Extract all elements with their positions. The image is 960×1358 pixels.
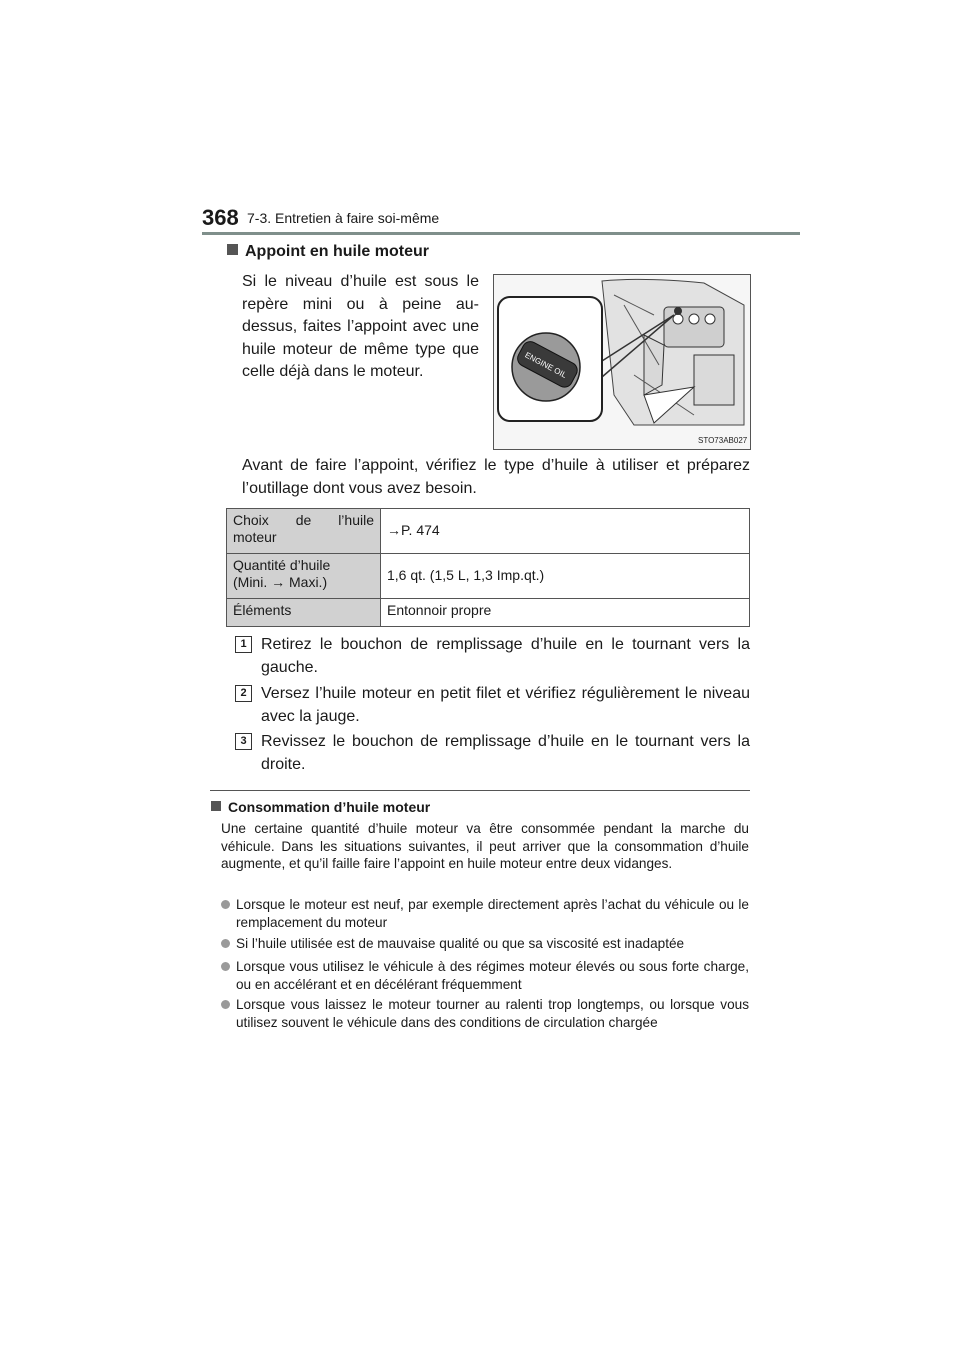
table-key-line1: Éléments [233, 602, 292, 618]
table-row [227, 509, 750, 554]
bullet-dot-icon [221, 962, 230, 971]
figure-code: STO73AB027 [698, 436, 748, 445]
section-divider [210, 790, 750, 791]
table-value: 1,6 qt. (1,5 L, 1,3 Imp.qt.) [381, 554, 750, 599]
table-key [227, 554, 381, 599]
list-item-text: Si l’huile utilisée est de mauvaise qualité ou que sa viscosité est inadaptée [236, 936, 685, 951]
consumption-body: Une certaine quantité d’huile moteur va être consommée pendant la marche du véhicule. Dans les situations suivantes, il peut arriver que la consommation d’huile augmente, et qu’il faille faire l’appoint en huile moteur entre deux vidanges. [221, 821, 749, 871]
header-rule [202, 232, 800, 235]
before-paragraph: Avant de faire l’appoint, vérifiez le type d’huile à utiliser et préparez l’outillage dont vous avez besoin. [242, 457, 750, 497]
list-item-text: Lorsque vous utilisez le véhicule à des régimes moteur élevés ou sous forte charge, ou en accélérant et en décélérant fréquemment [236, 959, 749, 992]
table-key-line2: moteur [233, 529, 277, 545]
step-text-1: Retirez le bouchon de remplissage d’huile en le tournant vers la gauche. [261, 636, 750, 676]
table-value: Entonnoir propre [381, 599, 750, 627]
list-item [221, 958, 749, 993]
square-bullet-icon [227, 244, 238, 255]
step-1 [235, 634, 750, 679]
list-item-text: Lorsque vous laissez le moteur tourner au ralenti trop longtemps, ou lorsque vous utilisez souvent le véhicule dans des conditions de circulation chargée [236, 997, 749, 1030]
bullet-dot-icon [221, 900, 230, 909]
table-key-line1: Choix de l’huile [233, 512, 374, 528]
table-row [227, 554, 750, 599]
step-2 [235, 683, 750, 728]
step-text-2: Versez l’huile moteur en petit filet et vérifiez régulièrement le niveau avec la jauge. [261, 685, 750, 725]
step-number-2: 2 [235, 685, 252, 702]
table-value: →P. 474 [381, 509, 750, 554]
table-key-line2: (Mini. → Maxi.) [233, 574, 328, 590]
step-3 [235, 731, 750, 776]
step-number-1: 1 [235, 636, 252, 653]
table-key [227, 599, 381, 627]
list-item [221, 935, 749, 953]
heading-text: Appoint en huile moteur [245, 243, 429, 260]
oil-specs-table [226, 508, 750, 627]
bullet-dot-icon [221, 1000, 230, 1009]
intro-paragraph: Si le niveau d’huile est sous le repère mini ou à peine au-dessus, faites l’appoint avec une huile moteur de même type que celle déjà dans le moteur. [242, 273, 479, 380]
table-row [227, 599, 750, 627]
engine-bay-drawing [494, 275, 750, 449]
bullet-dot-icon [221, 939, 230, 948]
list-item-text: Lorsque le moteur est neuf, par exemple directement après l’achat du véhicule ou le remplacement du moteur [236, 897, 749, 930]
engine-oil-cap-illustration [493, 274, 751, 450]
heading [227, 243, 429, 261]
list-item [221, 896, 749, 931]
step-text-3: Revissez le bouchon de remplissage d’huile en le tournant vers la droite. [261, 733, 750, 773]
section-title: 7-3. Entretien à faire soi-même [247, 210, 440, 226]
square-bullet-icon [211, 801, 221, 811]
cap-label: ENGINE OIL [523, 350, 569, 380]
consumption-heading [211, 799, 430, 815]
table-key-line1: Quantité d’huile [233, 557, 331, 573]
consumption-title: Consommation d’huile moteur [228, 799, 431, 815]
table-key [227, 509, 381, 554]
list-item [221, 996, 749, 1031]
step-number-3: 3 [235, 733, 252, 750]
page-number: 368 [202, 205, 239, 230]
